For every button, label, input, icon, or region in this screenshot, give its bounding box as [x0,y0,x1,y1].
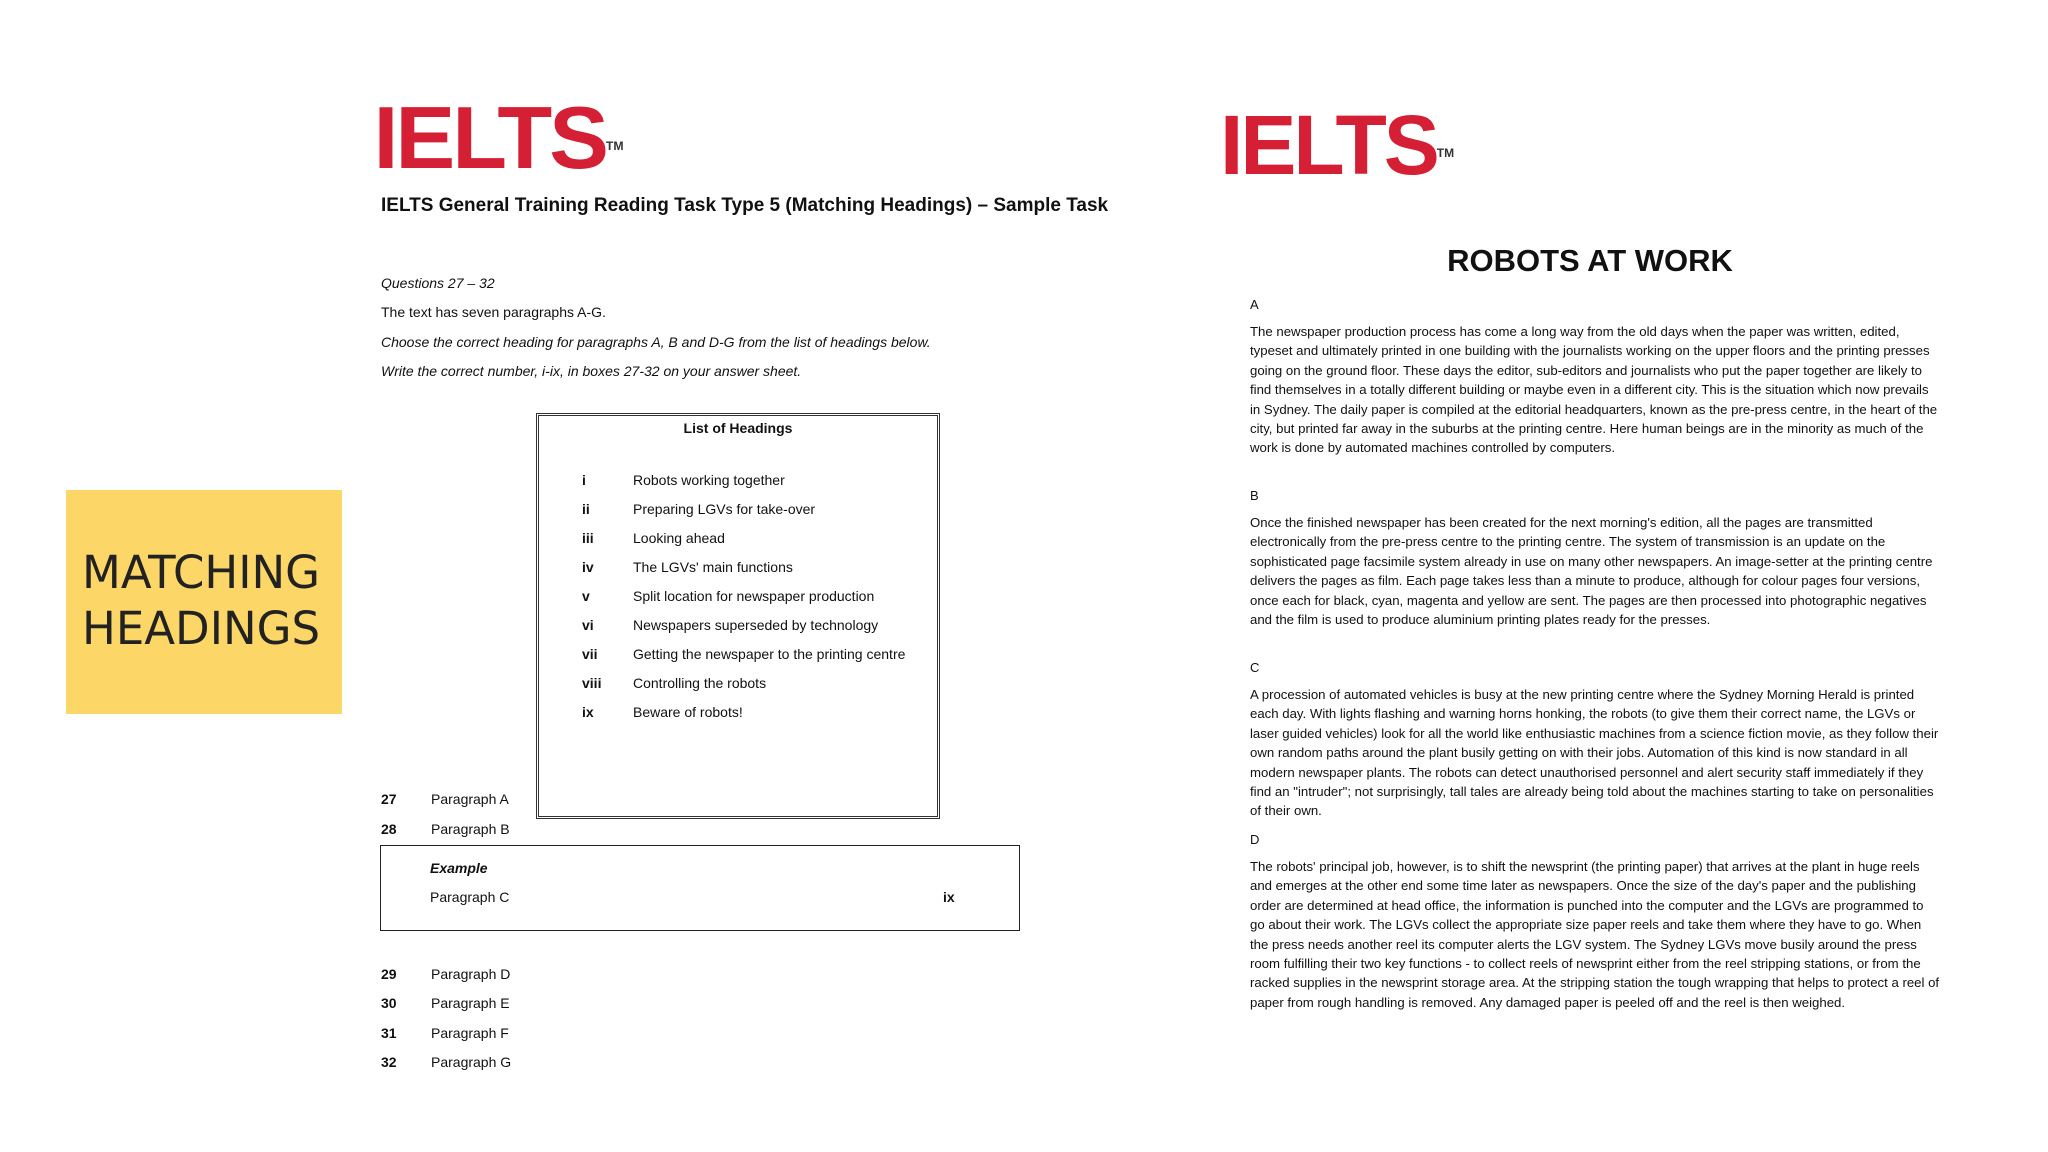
paragraph-letter: D [1250,832,1260,847]
heading-text: Newspapers superseded by technology [633,617,879,633]
heading-text: Looking ahead [633,530,725,546]
question-number: 32 [381,1054,397,1070]
paragraph-text: Once the finished newspaper has been created for the next morning's edition, all the pages are transmitted electronically from the pre-press centre to the printing centre. The system of transmission is an update on the sophisticated page facsimile system already in use on many other newspapers. An image-setter at the printing centre delivers the pages as film. Each page takes less than a minute to produce, although for colour pages four versions, once each for black, cyan, magenta and yellow are sent. The pages are then processed into photographic negatives and the film is used to produce aluminium printing plates ready for the presses. [1250,515,1933,628]
heading-text: Split location for newspaper production [633,588,875,604]
example-box [380,845,1020,931]
question-paragraph-label: Paragraph E [431,995,510,1011]
heading-number: vii [582,646,598,662]
badge-line-1: MATCHING [82,546,321,599]
paragraph-letter: C [1250,660,1260,675]
heading-number: viii [582,675,602,691]
heading-text: Getting the newspaper to the printing centre [633,646,906,662]
ielts-logo-right: IELTS™ [1220,98,1455,192]
heading-text: Beware of robots! [633,704,743,720]
instruction-write: Write the correct number, i-ix, in boxes 27-32 on your answer sheet. [381,363,802,379]
heading-text: Robots working together [633,472,785,488]
question-paragraph-label: Paragraph F [431,1025,509,1041]
heading-number: iii [582,530,594,546]
task-title: IELTS General Training Reading Task Type 5 (Matching Headings) – Sample Task [381,195,1109,216]
question-paragraph-label: Paragraph B [431,821,510,837]
question-number: 29 [381,966,397,982]
example-label: Example [430,860,488,876]
heading-number: ix [582,704,594,720]
heading-text: Preparing LGVs for take-over [633,501,816,517]
question-number: 28 [381,821,397,837]
question-paragraph-label: Paragraph A [431,791,509,807]
question-number: 27 [381,791,397,807]
example-paragraph: Paragraph C [430,889,510,905]
badge-title [82,545,320,657]
question-paragraph-label: Paragraph D [431,966,511,982]
reading-passage-title: ROBOTS AT WORK [1447,243,1733,278]
ielts-logo-left: IELTS™ [373,88,624,187]
heading-number: v [582,588,590,604]
question-number: 31 [381,1025,397,1041]
heading-number: i [582,472,586,488]
paragraph-text: A procession of automated vehicles is busy at the new printing centre where the Sydney Morning Herald is printed each day. With lights flashing and warning horns honking, the robots (to give them their correct name, the LGVs or laser guided vehicles) look for all the world like enthusiastic machines from a science fiction movie, as they follow their own random paths around the plant busily getting on with their jobs. Automation of this kind is now standard in all modern newspaper plants. The robots can detect unauthorised personnel and alert security staff immediately if they find an "intruder"; not surprisingly, tall tales are already being told about the machines starting to take on personalities of their own. [1250,687,1939,819]
heading-text: The LGVs' main functions [633,559,793,575]
badge-line-2: HEADINGS [82,602,321,655]
questions-range: Questions 27 – 32 [381,275,495,291]
paragraph-letter: B [1250,488,1259,503]
heading-number: iv [582,559,594,575]
example-answer: ix [943,889,955,905]
heading-number: ii [582,501,590,517]
paragraph-text: The newspaper production process has come a long way from the old days when the paper was written, edited, typeset and ultimately printed in one building with the journalists working on the upper floors and the printing presses going on the ground floor. These days the editor, sub-editors and journalists who put the paper together are likely to find themselves in a totally different building or maybe even in a different city. This is the situation which now prevails in Sydney. The daily paper is compiled at the editorial headquarters, known as the pre-press centre, in the heart of the city, but printed far away in the suburbs at the printing centre. Here human beings are in the minority as much of the work is done by automated machines controlled by computers. [1250,324,1938,456]
instruction-choose: Choose the correct heading for paragraphs A, B and D-G from the list of headings below. [381,334,931,350]
question-paragraph-label: Paragraph G [431,1054,512,1070]
question-number: 30 [381,995,397,1011]
paragraph-text: The robots' principal job, however, is to shift the newsprint (the printing paper) that arrives at the plant in huge reels and emerges at the other end some time later as newspapers. Once the size of the day's paper and the publishing order are determined at head office, the information is punched into the computer and the LGVs are programmed to go about their work. The LGVs collect the appropriate size paper reels and take them where they have to go. When the press needs another reel its computer alerts the LGV system. The Sydney LGVs move busily around the press room fulfilling their two key functions - to collect reels of newsprint either from the reel stripping stations, or from the racked supplies in the newsprint storage area. At the stripping station the tough wrapping that helps to protect a reel of paper from rough handling is removed. Any damaged paper is peeled off and the reel is then weighed. [1250,859,1940,1010]
heading-text: Controlling the robots [633,675,767,691]
list-of-headings-title: List of Headings [683,420,793,436]
paragraph-letter: A [1250,297,1259,312]
heading-number: vi [582,617,594,633]
instruction-paragraphs: The text has seven paragraphs A-G. [381,304,606,320]
